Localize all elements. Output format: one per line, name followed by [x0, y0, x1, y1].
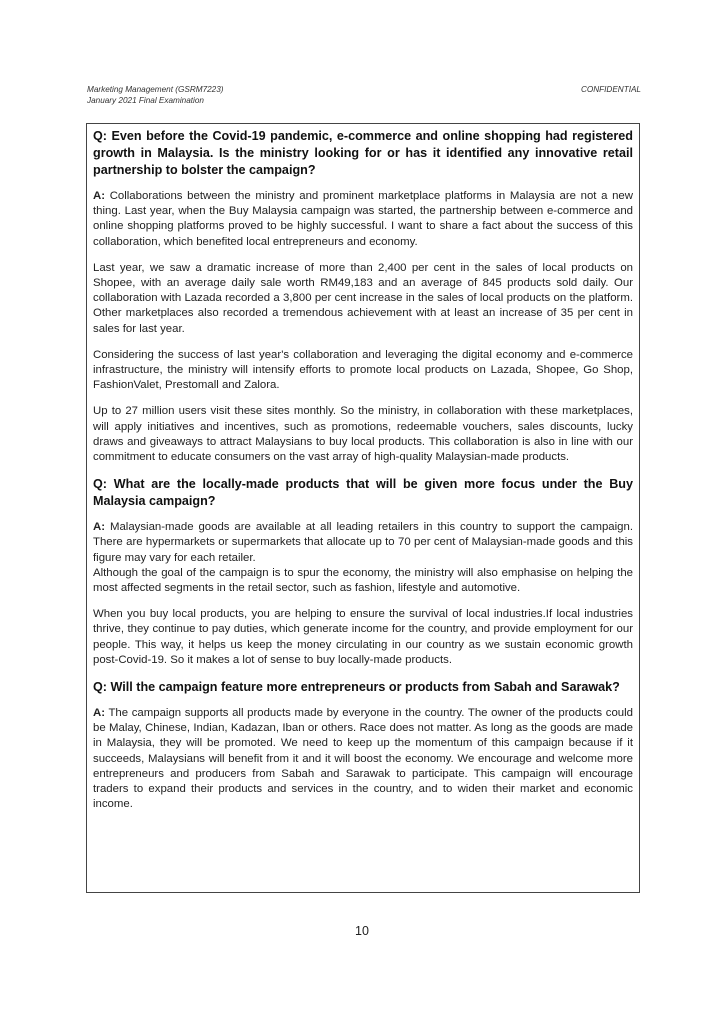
- course-title: Marketing Management (GSRM7223): [87, 85, 224, 94]
- document-header-left: [87, 84, 224, 106]
- question-label: Q:: [93, 680, 107, 695]
- answer-label: A:: [93, 707, 106, 720]
- question-text: Even before the Covid-19 pandemic, e-commerce and online shopping had registered growth in Malaysia. Is the ministry looking for or has it identified any innovative retail partnership to bolster the campaign?: [93, 129, 634, 177]
- question-text: What are the locally-made products that will be given more focus under the Buy Malaysia campaign?: [93, 477, 633, 509]
- question-label: Q:: [93, 477, 107, 492]
- answer-1: [93, 189, 633, 250]
- qa-box: [86, 123, 640, 893]
- exam-title: January 2021 Final Examination: [87, 96, 204, 105]
- question-3: [93, 679, 633, 696]
- answer-label: A:: [93, 521, 106, 534]
- answer-label: A:: [93, 190, 106, 202]
- question-1: [93, 128, 633, 179]
- answer-1-paragraph: Considering the success of last year's collaboration and leveraging the digital economy and e-commerce infrastructure, the ministry will intensify efforts to promote local products on Lazada, Shopee, Go Shop, FashionValet, Prestomall and Zalora.: [93, 348, 633, 392]
- question-text: Will the campaign feature more entrepreneurs or products from Sabah and Sarawak?: [110, 680, 620, 695]
- answer-text: Collaborations between the ministry and prominent marketplace platforms in Malaysia are not a new thing. Last year, when the Buy Malaysia campaign was started, the partnership between e-commerce and online shopping platforms proved to be highly successful. I want to share a fact about the success of this collaboration, which benefited local entrepreneurs and economy.: [93, 190, 633, 248]
- classification-label: CONFIDENTIAL: [580, 85, 641, 94]
- answer-2-paragraph: Although the goal of the campaign is to spur the economy, the ministry will also emphasise on helping the most affected segments in the retail sector, such as fashion, lifestyle and automotive.: [93, 566, 633, 595]
- question-2: [93, 476, 633, 510]
- page-number: 10: [355, 924, 369, 938]
- answer-2-paragraph: When you buy local products, you are helping to ensure the survival of local industries.If local industries thrive, they continue to pay duties, which generate income for the country, and provide employment for our people. This way, it helps us keep the money circulating in our country as we sustain economic growth post-Covid-19. So it makes a lot of sense to buy locally-made products.: [93, 608, 633, 666]
- answer-1-paragraph: Last year, we saw a dramatic increase of more than 2,400 per cent in the sales of local products on Shopee, with an average daily sale worth RM49,183 and an average of 845 products sold daily. Our collaboration with Lazada recorded a 3,800 per cent increase in the sales of local products on the platform. Other marketplaces also recorded a tremendous achievement with at least an increase of 35 per cent in sales for last year.: [93, 261, 633, 335]
- answer-3: [93, 706, 633, 812]
- answer-text: The campaign supports all products made by everyone in the country. The owner of the products could be Malay, Chinese, Indian, Kadazan, Iban or others. Race does not matter. As long as the goods are made in Malaysia, they will be promoted. We need to keep up the momentum of this campaign because if it succeeds, Malaysians will benefit from it and it will boost the economy. We encourage and welcome more entrepreneurs and producers from Sabah and Sarawak to participate. This campaign will encourage traders to expand their products and services in the country, and to widen their market and economic income.: [93, 707, 633, 811]
- question-label: Q:: [93, 129, 107, 143]
- answer-1-paragraph: Up to 27 million users visit these sites monthly. So the ministry, in collaboration with these marketplaces, will apply initiatives and incentives, such as promotions, redeemable vouchers, sales discounts, lucky draws and giveaways to attract Malaysians to buy local products. This collaboration is also in line with our commitment to educate consumers on the vast array of high-quality Malaysian-made products.: [93, 405, 633, 464]
- answer-text: Malaysian-made goods are available at all leading retailers in this country to support the campaign. There are hypermarkets or supermarkets that allocate up to 70 per cent of Malaysian-made goods and this figure may vary for each retailer.: [93, 521, 633, 564]
- answer-2: [93, 520, 633, 566]
